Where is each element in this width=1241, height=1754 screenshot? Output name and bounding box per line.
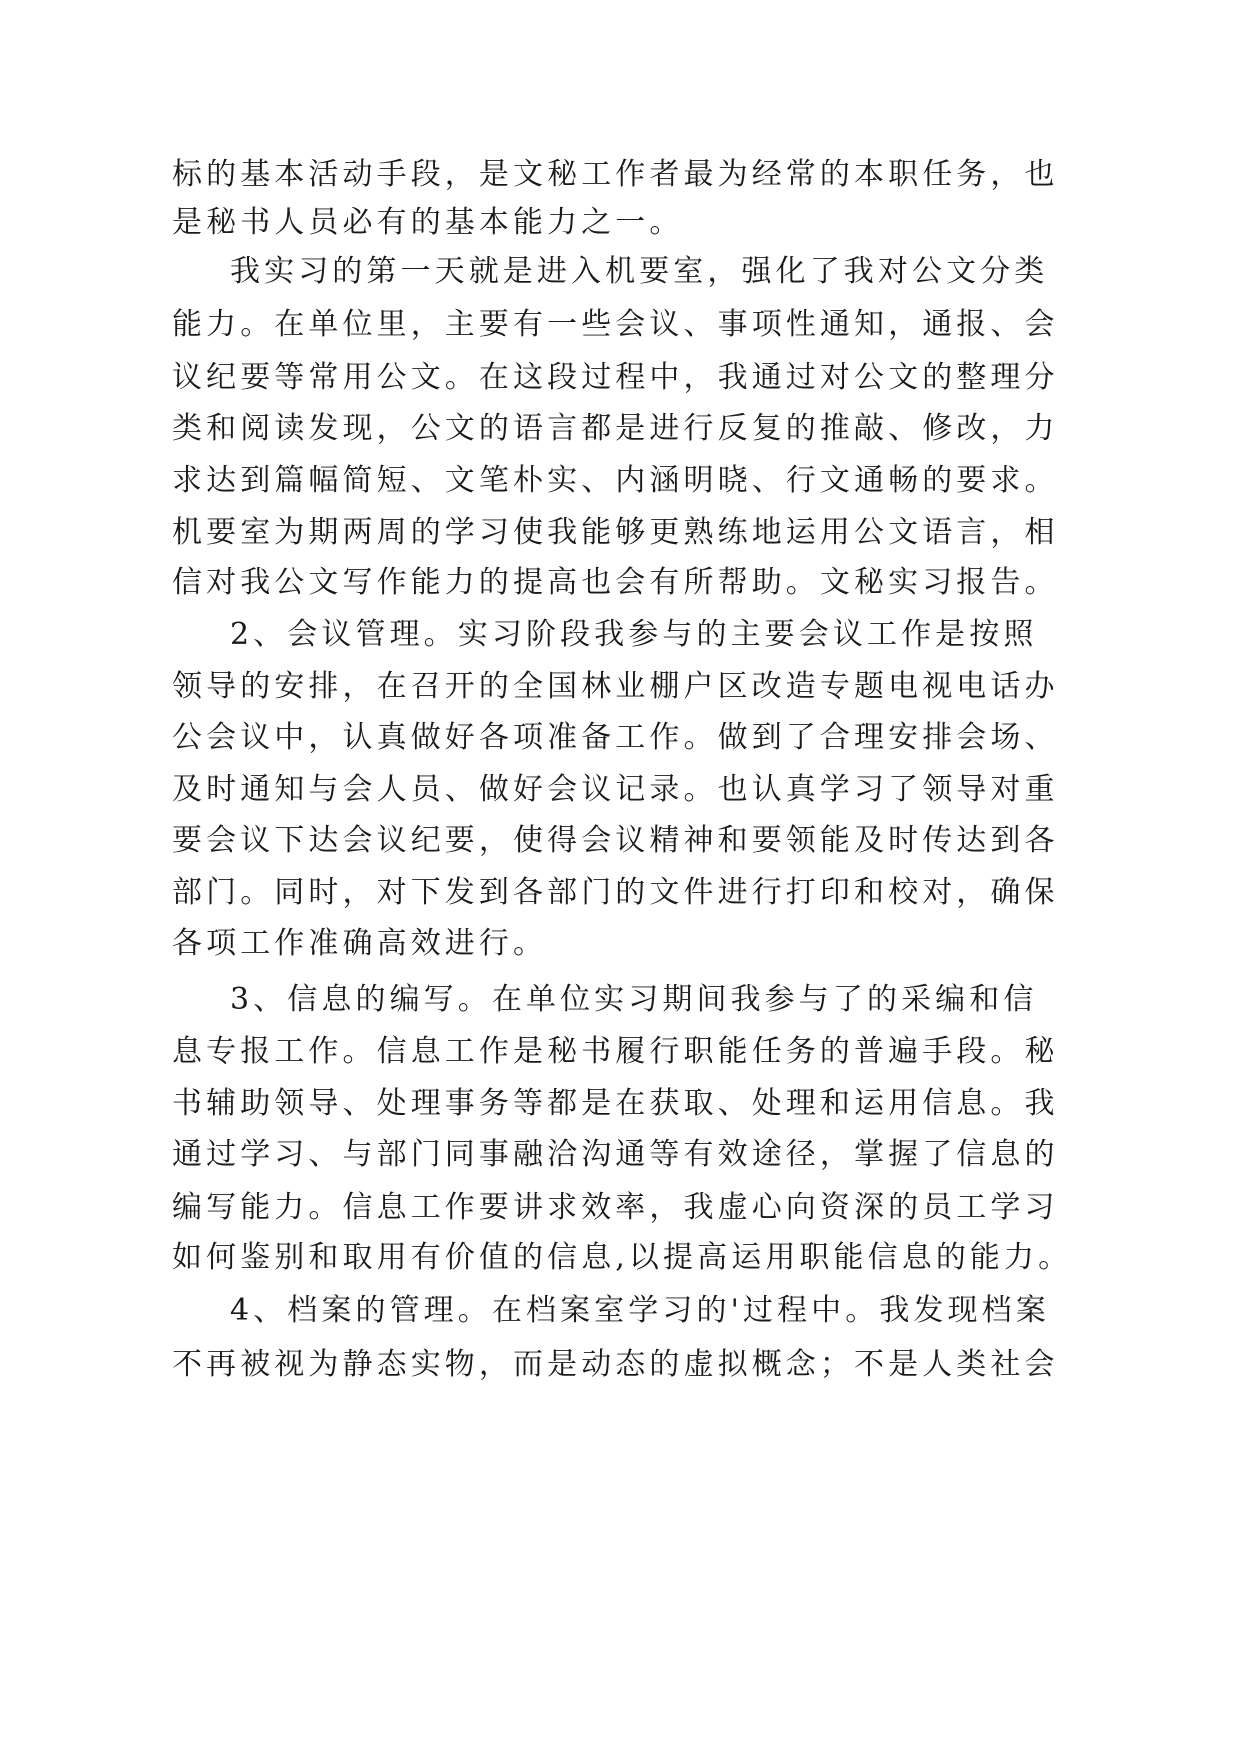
text-line: 要会议下达会议纪要，使得会议精神和要领能及时传达到各 bbox=[172, 823, 1059, 858]
text-line: 领导的安排，在召开的全国林业棚户区改造专题电视电话办 bbox=[172, 669, 1059, 704]
text-line: 通过学习、与部门同事融洽沟通等有效途径，掌握了信息的 bbox=[172, 1137, 1059, 1172]
text-line: 书辅助领导、处理事务等都是在获取、处理和运用信息。我 bbox=[172, 1086, 1059, 1121]
text-line: 不再被视为静态实物，而是动态的虚拟概念；不是人类社会 bbox=[172, 1347, 1059, 1382]
text-line: 编写能力。信息工作要讲求效率，我虚心向资深的员工学习 bbox=[172, 1190, 1059, 1225]
text-line: 部门。同时，对下发到各部门的文件进行打印和校对，确保 bbox=[172, 875, 1059, 910]
text-line: 如何鉴别和取用有价值的信息,以提高运用职能信息的能力。 bbox=[172, 1240, 1073, 1275]
text-line: 信对我公文写作能力的提高也会有所帮助。文秘实习报告。 bbox=[172, 565, 1059, 600]
text-line: 标的基本活动手段，是文秘工作者最为经常的本职任务，也 bbox=[172, 157, 1059, 192]
text-line: 求达到篇幅简短、文笔朴实、内涵明晓、行文通畅的要求。 bbox=[172, 463, 1059, 498]
text-line: 机要室为期两周的学习使我能够更熟练地运用公文语言，相 bbox=[172, 515, 1059, 550]
paragraph-first-line: 4、档案的管理。在档案室学习的'过程中。我发现档案 bbox=[230, 1293, 1050, 1328]
text-line: 是秘书人员必有的基本能力之一。 bbox=[172, 205, 684, 240]
text-line: 及时通知与会人员、做好会议记录。也认真学习了领导对重 bbox=[172, 772, 1059, 807]
text-line: 能力。在单位里，主要有一些会议、事项性通知，通报、会 bbox=[172, 307, 1059, 342]
text-line: 公会议中，认真做好各项准备工作。做到了合理安排会场、 bbox=[172, 720, 1059, 755]
paragraph-first-line: 我实习的第一天就是进入机要室，强化了我对公文分类 bbox=[230, 254, 1049, 289]
text-line: 议纪要等常用公文。在这段过程中，我通过对公文的整理分 bbox=[172, 360, 1059, 395]
text-line: 类和阅读发现，公文的语言都是进行反复的推敲、修改，力 bbox=[172, 411, 1059, 446]
text-line: 各项工作准确高效进行。 bbox=[172, 926, 548, 961]
paragraph-first-line: 2、会议管理。实习阶段我参与的主要会议工作是按照 bbox=[230, 617, 1038, 652]
text-line: 息专报工作。信息工作是秘书履行职能任务的普遍手段。秘 bbox=[172, 1034, 1059, 1069]
paragraph-first-line: 3、信息的编写。在单位实习期间我参与了的采编和信 bbox=[230, 982, 1038, 1017]
